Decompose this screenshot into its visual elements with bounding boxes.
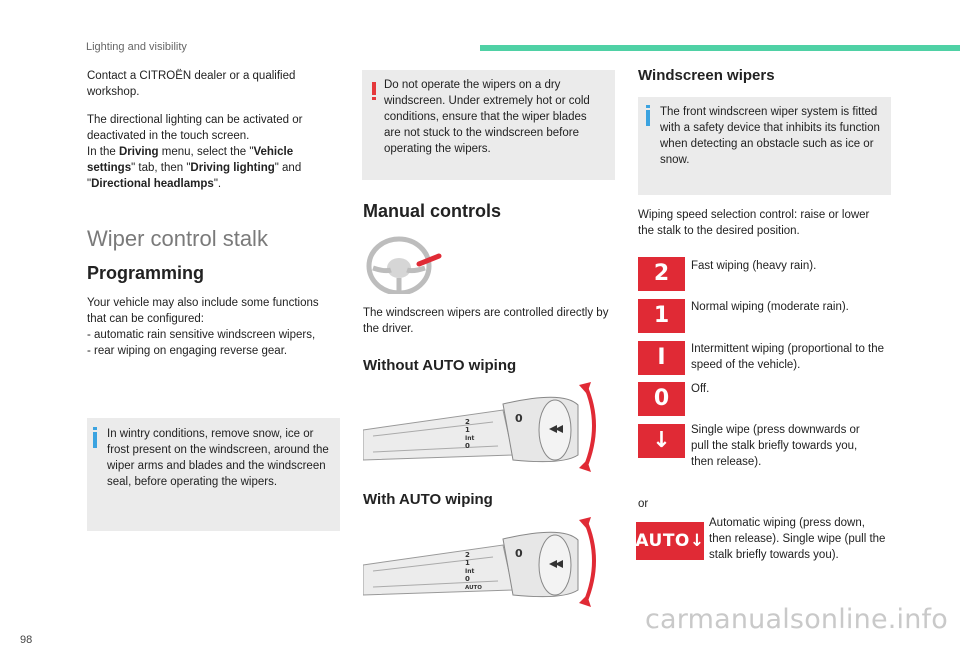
info-icon [646, 110, 650, 126]
off-icon: 0 [638, 382, 685, 416]
normal-wiping-icon: 1 [638, 299, 685, 333]
stalk-label-2: 2 [465, 551, 470, 559]
auto-wiping-text: Automatic wiping (press down, then release). Single wipe (pull the stalk briefly towards you). [709, 517, 886, 561]
watermark: carmanualsonline.info [645, 604, 948, 635]
steering-wheel-illustration [363, 234, 443, 294]
warning-text: Do not operate the wipers on a dry windscreen. Under extremely hot or cold conditions, ensure that the wiper blades are not stuck to the windscreen before operating the wipers. [384, 79, 590, 155]
without-auto-heading: Without AUTO wiping [363, 357, 517, 374]
auto-wiping-icon: AUTO↓ [636, 522, 704, 560]
intermittent-wiping-icon: I [638, 341, 685, 375]
winter-note-text: In wintry conditions, remove snow, ice or frost present on the windscreen, around the wiper arms and blades and the windscreen seal, before operating the wipers. [107, 428, 329, 488]
programming-text: Your vehicle may also include some functions that can be configured: - automatic rain sensitive windscreen wipers, - rear wiping on engaging reverse gear. [87, 297, 319, 357]
manual-controls-heading: Manual controls [363, 201, 502, 221]
stalk-label-2: 2 [465, 418, 470, 426]
with-auto-heading: With AUTO wiping [363, 491, 493, 508]
safety-info-text: The front windscreen wiper system is fitted with a safety device that inhibits its function when detecting an obstacle such as ice or snow. [660, 106, 880, 166]
single-wipe-down-arrow-icon: ↓ [638, 424, 685, 458]
ring-label-0: 0 [515, 412, 523, 425]
header-accent-bar [480, 45, 960, 51]
fast-wiping-icon: 2 [638, 257, 685, 291]
stalk-label-auto: AUTO [465, 585, 482, 591]
stalk-label-0: 0 [465, 575, 470, 583]
single-wipe-text: Single wipe (press downwards or pull the stalk briefly towards you, then release). [691, 424, 860, 468]
warning-icon [372, 82, 376, 95]
off-text: Off. [691, 383, 710, 395]
section-title: Lighting and visibility [86, 41, 187, 53]
manual-controls-text: The windscreen wipers are controlled directly by the driver. [363, 307, 609, 335]
wiper-stalk-auto-illustration [363, 515, 603, 610]
page-number: 98 [20, 634, 33, 646]
wiper-stalk-illustration [363, 380, 603, 475]
directional-text: The directional lighting can be activated or deactivated in the touch screen. In the Driving menu, select the "Vehicle settings" tab, then "Driving lighting" and "Directional headlamps". [87, 114, 303, 190]
ring-label-0: 0 [515, 547, 523, 560]
or-text: or [638, 498, 649, 510]
stalk-label-1: 1 [465, 426, 470, 434]
info-icon [93, 432, 97, 448]
stalk-label-1: 1 [465, 559, 470, 567]
intermittent-wiping-text: Intermittent wiping (proportional to the speed of the vehicle). [691, 343, 885, 371]
contact-text: Contact a CITROËN dealer or a qualified workshop. [87, 70, 296, 98]
stalk-label-int: Int [465, 568, 475, 575]
normal-wiping-text: Normal wiping (moderate rain). [691, 301, 849, 313]
windscreen-wipers-heading: Windscreen wipers [638, 67, 775, 84]
stalk-label-int: Int [465, 435, 475, 442]
speed-selection-text: Wiping speed selection control: raise or lower the stalk to the desired position. [638, 209, 870, 237]
stalk-label-0: 0 [465, 442, 470, 450]
wiper-stalk-heading: Wiper control stalk [87, 226, 268, 251]
fast-wiping-text: Fast wiping (heavy rain). [691, 260, 817, 272]
programming-heading: Programming [87, 263, 205, 283]
